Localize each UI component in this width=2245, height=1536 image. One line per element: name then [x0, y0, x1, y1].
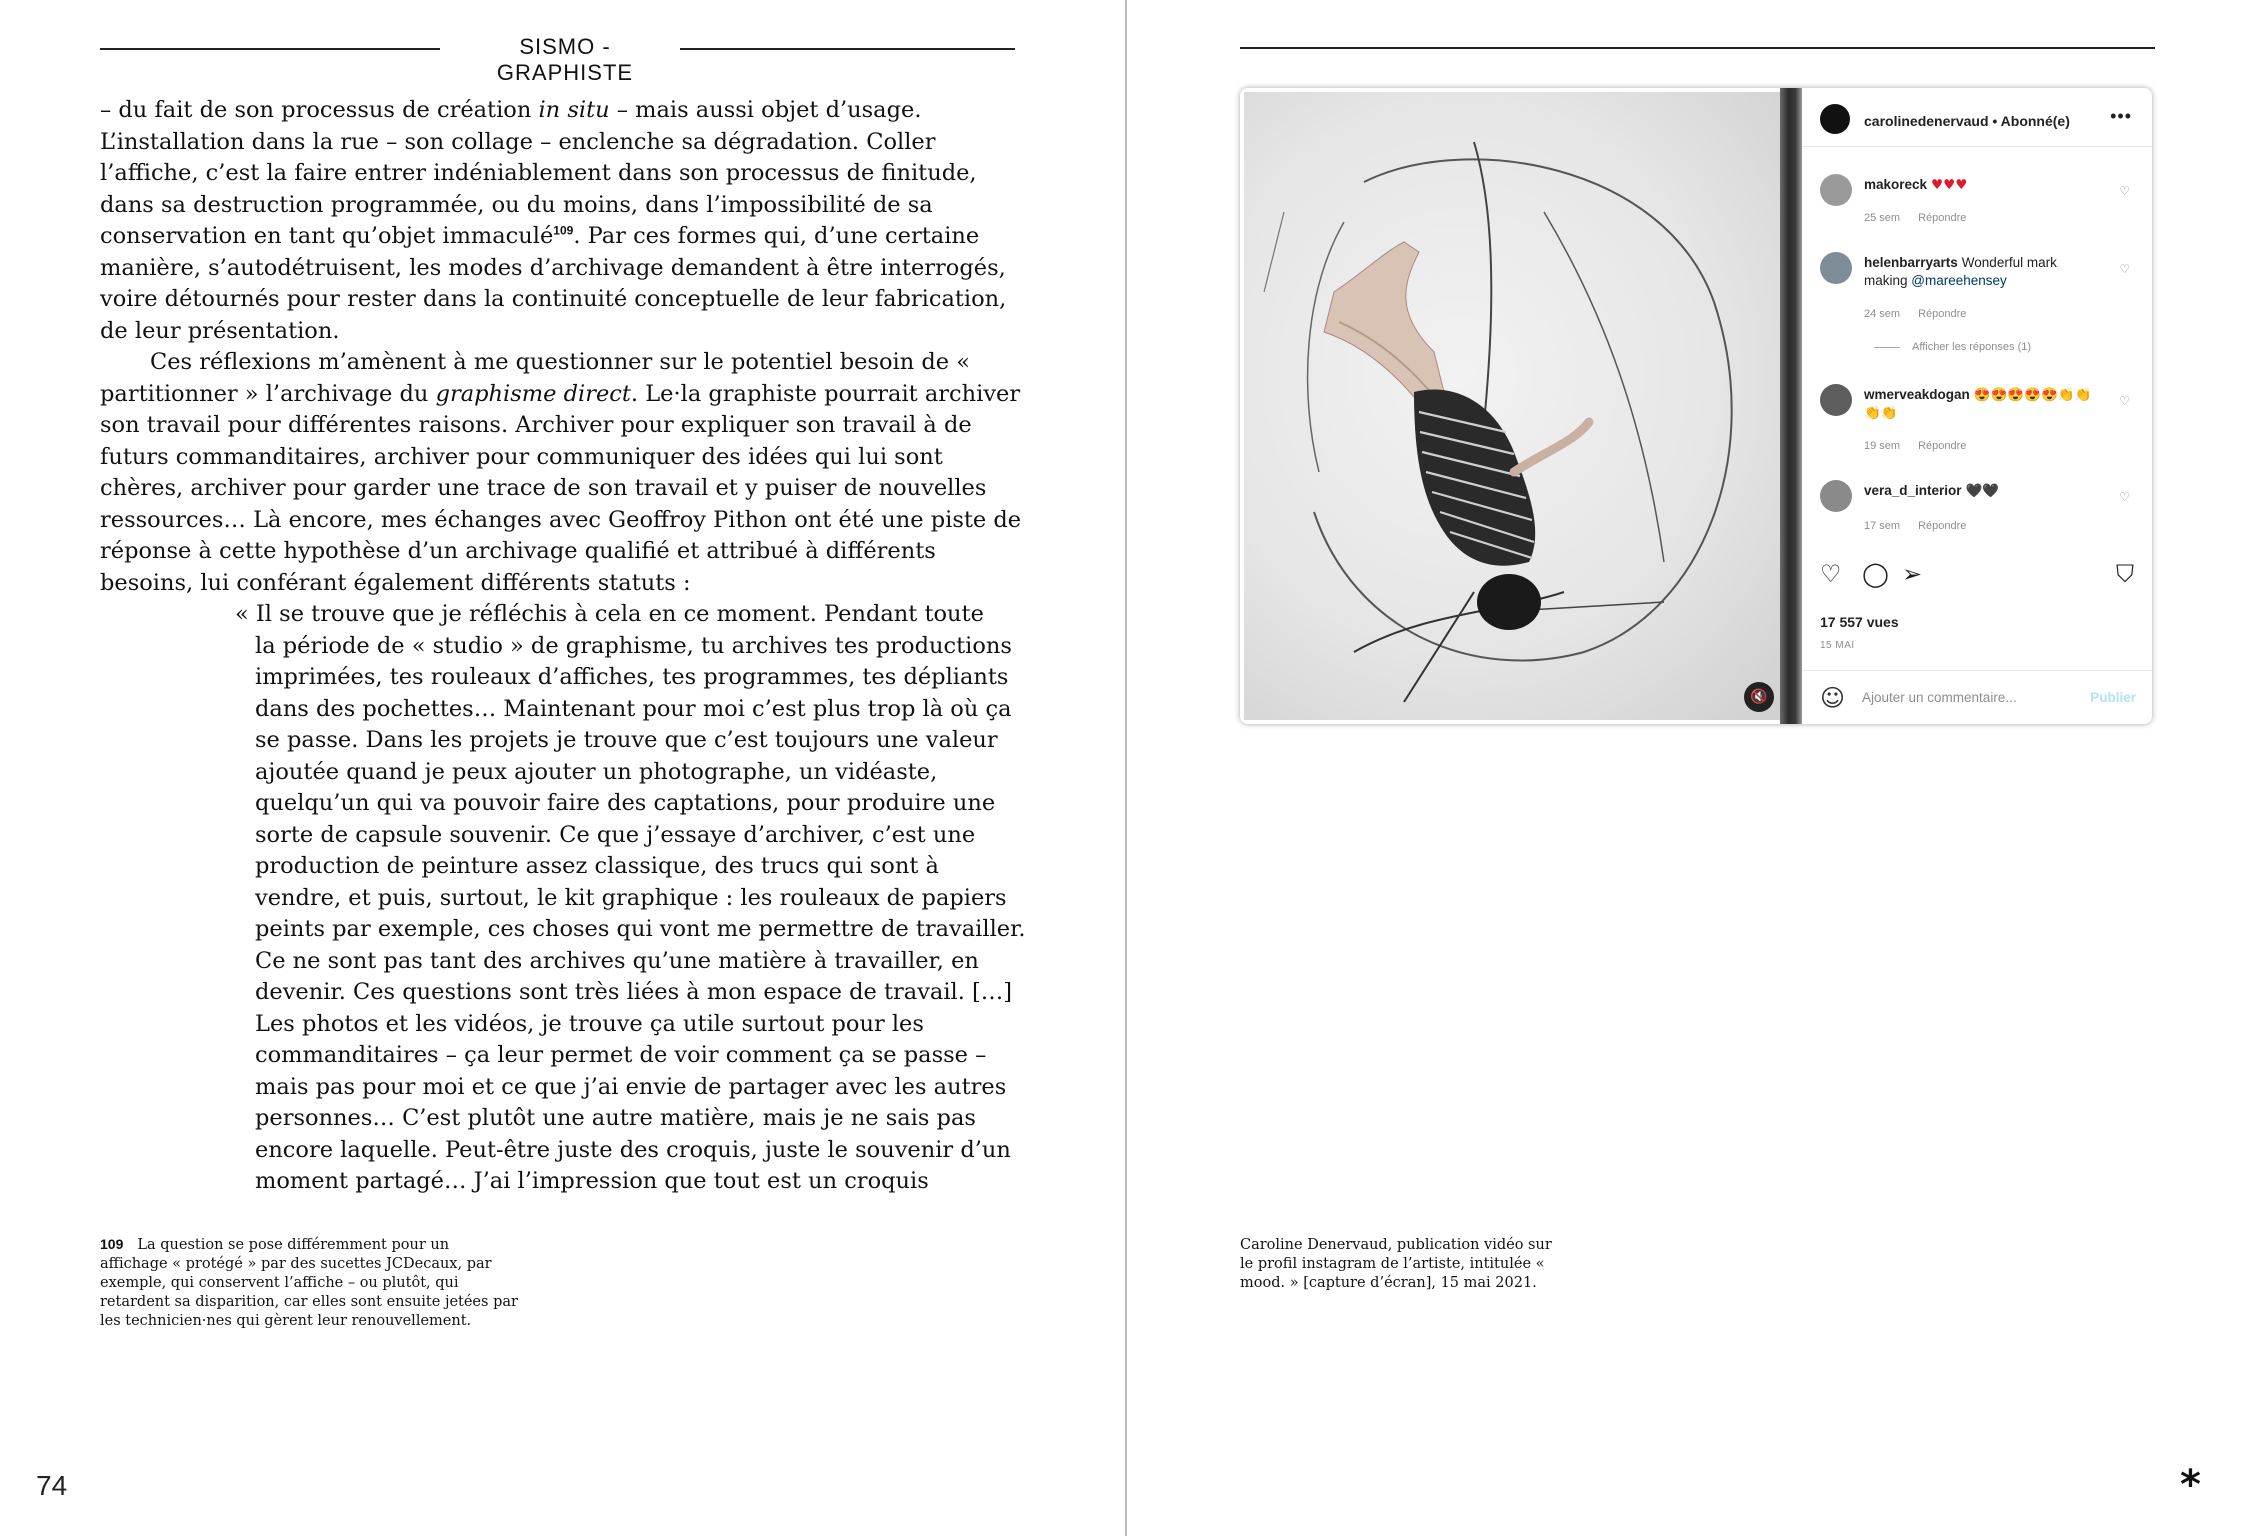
reply-button[interactable]: Répondre: [1918, 308, 1967, 320]
smiley-icon[interactable]: ☺: [1820, 684, 1846, 712]
comment-text: Wonderful mark making: [1864, 255, 2057, 288]
post-sidebar: [1802, 88, 2152, 724]
running-title: SISMO - GRAPHISTE: [496, 34, 634, 85]
comment-username[interactable]: helenbarryarts: [1864, 255, 1958, 270]
add-comment-bar: [1802, 670, 2152, 724]
figure-caption: Caroline Denervaud, publication vidéo sur le profil instagram de l’artiste, intitulée « mood. » [capture d’écran], 15 mai 2021.: [1240, 1237, 1552, 1291]
comment-age: 17 sem: [1864, 520, 1901, 532]
comment-input[interactable]: Ajouter un commentaire...: [1862, 690, 2017, 705]
comment-text: 🖤🖤: [1965, 483, 2000, 498]
footnote-ref[interactable]: 109: [553, 223, 574, 238]
post-date: 15 MAI: [1820, 640, 1855, 651]
mention-link[interactable]: @mareehensey: [1911, 273, 2007, 288]
comment-text: 😍😍😍😍😍👏👏👏👏: [1864, 387, 2092, 420]
heart-icon[interactable]: ♡: [2119, 490, 2130, 504]
publish-button[interactable]: Publier: [2090, 690, 2136, 705]
paragraph-1: – du fait de son processus de création in situ – mais aussi objet d’usage. L’installation dans la rue – son collage – enclenche sa dégradation. Coller l’affiche, c’est la faire entrer indéniablement dans son processus de finitude, dans sa destruction programmée, ou du moins, dans l’impossibilité de sa conservation en tant qu’objet immaculé$^{109}$. Par ces formes qui, d’une certaine manière, s’autodétruisent, les modes d’archivage demandent à être interrogés, voire détournés pour rester dans la continuité conceptuelle de leur fabrication, de leur présentation.: [100, 97, 1007, 344]
comment-text: ♥♥♥: [1931, 177, 1968, 193]
more-options-icon[interactable]: •••: [2110, 106, 2132, 126]
mute-icon[interactable]: 🔇: [1744, 682, 1774, 712]
photo-edge: [1780, 88, 1802, 724]
comment-age: 19 sem: [1864, 440, 1901, 452]
body-text: [100, 95, 1030, 1198]
avatar[interactable]: [1820, 252, 1852, 284]
show-replies-link[interactable]: Afficher les réponses (1): [1874, 341, 2031, 353]
avatar[interactable]: [1820, 174, 1852, 206]
follow-status[interactable]: • Abonné(e): [1992, 113, 2070, 129]
send-icon[interactable]: ➢: [1902, 560, 1923, 588]
comment-username[interactable]: vera_d_interior: [1864, 483, 1962, 498]
footnote-109: [100, 1235, 520, 1331]
avatar[interactable]: [1820, 480, 1852, 512]
comment-age: 24 sem: [1864, 308, 1901, 320]
gutter-divider: [1125, 0, 1127, 1536]
comment-age: 25 sem: [1864, 212, 1901, 224]
interview-quote: « Il se trouve que je réfléchis à cela en ce moment. Pendant toute la période de « studio » de graphisme, tu archives tes productions imprimées, tes rouleaux d’affiches, tes programmes, tes dépliants dans des pochettes… Maintenant pour moi c’est plus trop là où ça se passe. Dans les projets je trouve que c’est toujours une valeur ajoutée quand je peux ajouter un photographe, un vidéaste, quelqu’un qui va pouvoir faire des captations, pour produire une sorte de capsule souvenir. Ce que j’essaye d’archiver, c’est une production de peinture assez classique, des trucs qui sont à vendre, et puis, surtout, le kit graphique : les rouleaux de papiers peints par exemple, ces choses qui vont me permettre de travailler. Ce ne sont pas tant des archives qu’une matière à travailler, en devenir. Ces questions sont très liées à mon espace de travail. […] Les photos et les vidéos, je trouve ça utile surtout pour les commanditaires – ça leur permet de voir comment ça se passe – mais pas pour moi et ce que j’ai envie de partager avec les autres personnes… C’est plutôt une autre matière, mais je ne sais pas encore laquelle. Peut-être juste des croquis, juste le souvenir d’un moment partagé… J’ai l’impression que tout est un croquis: [235, 601, 1026, 1194]
comment-icon[interactable]: ◯: [1862, 560, 1889, 588]
heart-icon[interactable]: ♡: [2119, 184, 2130, 198]
paragraph-2: Ces réflexions m’amènent à me questionner sur le potentiel besoin de « partitionner » l’archivage du graphisme direct. Le·la graphiste pourrait archiver son travail pour différentes raisons. Archiver pour expliquer son travail à de futurs commanditaires, archiver pour communiquer des idées qui lui sont chères, archiver pour garder une trace de son travail et y puiser de nouvelles ressources… Là encore, mes échanges avec Geoffroy Pithon ont été une piste de réponse à cette hypothèse d’un archivage qualifié et attribué à différents besoins, lui conférant également différents statuts :: [100, 349, 1022, 596]
heart-icon[interactable]: ♡: [2119, 262, 2130, 276]
instagram-screenshot: [1240, 88, 2152, 724]
footnote-text: La question se pose différemment pour un affichage « protégé » par des sucettes JCDecaux, par exemple, qui conservent l’affiche – ou plutôt, qui retardent sa disparition, car elles sont ensuite jetées par les technicien·nes qui gèrent leur renouvellement.: [100, 1237, 518, 1329]
header-rule-left: [100, 48, 440, 50]
avatar[interactable]: [1820, 104, 1850, 134]
heart-icon[interactable]: ♡: [2119, 394, 2130, 408]
dancer-drawing-image: [1244, 92, 1788, 720]
footnote-number: 109: [100, 1236, 124, 1252]
reply-button[interactable]: Répondre: [1918, 212, 1967, 224]
post-header: [1802, 88, 2152, 147]
bookmark-icon[interactable]: ⛉: [2116, 560, 2134, 588]
post-actions: [1802, 560, 2152, 600]
header-rule-right: [680, 48, 1015, 50]
heart-icon[interactable]: ♡: [1820, 560, 1842, 588]
reply-button[interactable]: Répondre: [1918, 440, 1967, 452]
header-rule-right-page: [1240, 47, 2155, 49]
reply-button[interactable]: Répondre: [1918, 520, 1967, 532]
comment-username[interactable]: wmerveakdogan: [1864, 387, 1970, 402]
running-header: [100, 34, 1015, 85]
view-count: 17 557 vues: [1820, 614, 1899, 630]
asterisk-icon: *: [2180, 1462, 2201, 1508]
comment-username[interactable]: makoreck: [1864, 177, 1928, 192]
page-number: 74: [36, 1470, 68, 1501]
avatar[interactable]: [1820, 384, 1852, 416]
post-video-still[interactable]: [1244, 92, 1788, 720]
post-username[interactable]: carolinedenervaud: [1864, 113, 1989, 129]
